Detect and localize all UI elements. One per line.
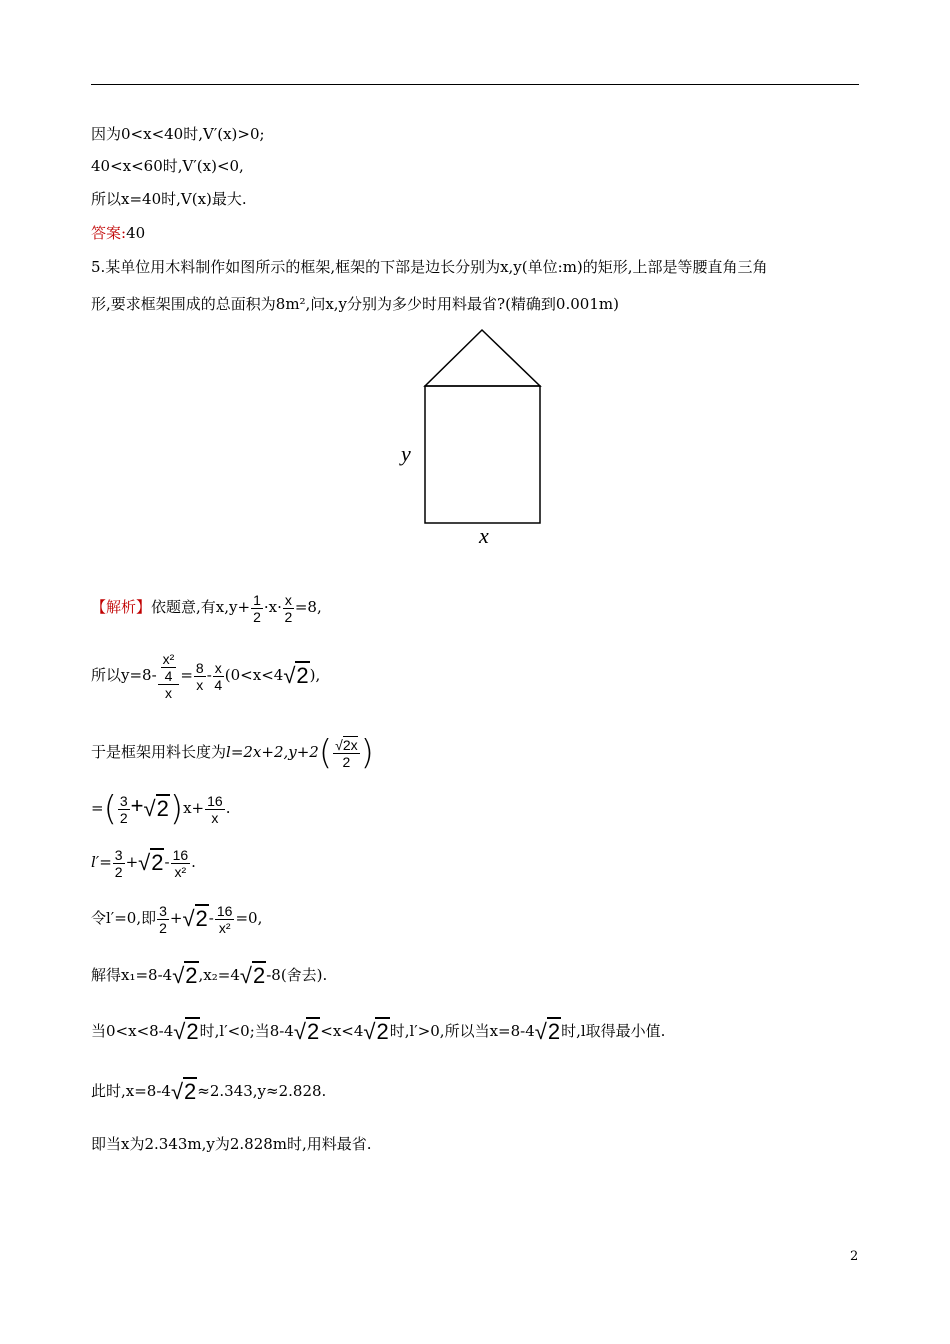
sqrt-2: √2 <box>293 1019 320 1044</box>
solution-line-1: 【解析】依题意,有x,y+ $\frac{1}{2}$ ·x· $\frac{x}{2}$ =8, <box>91 591 322 625</box>
header-rule <box>91 84 859 85</box>
sqrt-2: √2 <box>172 963 198 988</box>
sqrt-2: √2 <box>138 850 164 875</box>
fraction-3-over-2: $\frac{3}{2}$ <box>119 792 128 826</box>
text-line-1: 因为0<x<40时,V′(x)>0; <box>91 125 265 143</box>
solution-line-3: 于是框架用料长度为l=2x+2,y+2( $\frac{√2x}{2}$ ) <box>91 733 374 773</box>
solution-line-9: 此时,x=8-4√2≈2.343,y≈2.828. <box>91 1074 326 1109</box>
text-line-2: 40<x<60时,V′(x)<0, <box>91 157 244 175</box>
solution-line-5: l′= $\frac{3}{2}$ +√2- $\frac{16}{\text{x²}}$ . <box>91 842 196 883</box>
fraction-16-over-x: $\frac{16}{x}$ <box>207 792 223 826</box>
triangle-top <box>425 330 540 386</box>
label-y: y <box>401 441 411 466</box>
sqrt-2: √2 <box>534 1019 561 1044</box>
sqrt-2: √2 <box>143 796 169 821</box>
fraction-3-over-2: $\frac{3}{2}$ <box>114 846 123 880</box>
frame-figure <box>395 322 555 552</box>
solution-tag: 【解析】 <box>91 598 152 616</box>
fraction-16-over-x2: $\frac{16}{\text{x²}}$ <box>172 846 189 880</box>
fraction-x-over-2: $\frac{x}{2}$ <box>284 591 293 625</box>
fraction-half: $\frac{1}{2}$ <box>253 591 261 625</box>
solution-line-10: 即当x为2.343m,y为2.828m时,用料最省. <box>91 1135 372 1153</box>
fraction-x-over-4: $\frac{x}{4}$ <box>214 659 223 693</box>
solution-line-2: 所以y=8- $\frac{\frac{\text{x²}}{4}}{x}$ = $\frac{8}{x}$ - $\frac{x}{4}$ (0<x<4√2), <box>91 651 321 701</box>
solution-line-6: 令l′=0,即 $\frac{3}{2}$ +√2- $\frac{16}{\text{x²}}$ =0, <box>91 898 262 939</box>
answer-label: 答案: <box>91 224 127 242</box>
text-line-3: 所以x=40时,V(x)最大. <box>91 190 247 208</box>
fraction-3-over-2: $\frac{3}{2}$ <box>159 902 167 936</box>
fraction-x2-4-over-x: $\frac{\frac{\text{x²}}{4}}{x}$ <box>158 651 180 701</box>
page-number: 2 <box>850 1249 859 1264</box>
answer-value: 40 <box>126 224 146 242</box>
fraction-sqrt2x-over-2: $\frac{√2x}{2}$ <box>335 736 358 770</box>
label-x: x <box>479 523 489 548</box>
sqrt-2: √2 <box>173 1019 199 1044</box>
solution-line-7: 解得x₁=8-4√2,x₂=4√2-8(舍去). <box>91 958 327 993</box>
fraction-8-over-x: $\frac{8}{x}$ <box>195 659 204 693</box>
sqrt-2: √2 <box>182 906 208 931</box>
sqrt-2: √2 <box>283 663 309 688</box>
answer-line <box>91 223 145 243</box>
question-5-line-1: 5.某单位用木料制作如图所示的框架,框架的下部是边长分别为x,y(单位:m)的矩形,上部是等腰直角三角 <box>91 258 768 276</box>
sqrt-2: √2 <box>239 963 266 988</box>
sqrt-2: √2 <box>363 1019 389 1044</box>
rectangle-frame <box>425 386 540 523</box>
question-5-line-2: 形,要求框架围成的总面积为8m²,问x,y分别为多少时用料最省?(精确到0.001m) <box>91 295 619 313</box>
solution-line-8: 当0<x<8-4√2时,l′<0;当8-4√2<x<4√2时,l′>0,所以当x=8-4√2时,l取得最小值. <box>91 1014 665 1049</box>
sqrt-2: √2 <box>170 1079 197 1104</box>
solution-line-4: =( $\frac{3}{2}$ +√2)x+ $\frac{16}{x}$ . <box>91 789 231 829</box>
fraction-16-over-x2: $\frac{16}{\text{x²}}$ <box>216 902 233 936</box>
